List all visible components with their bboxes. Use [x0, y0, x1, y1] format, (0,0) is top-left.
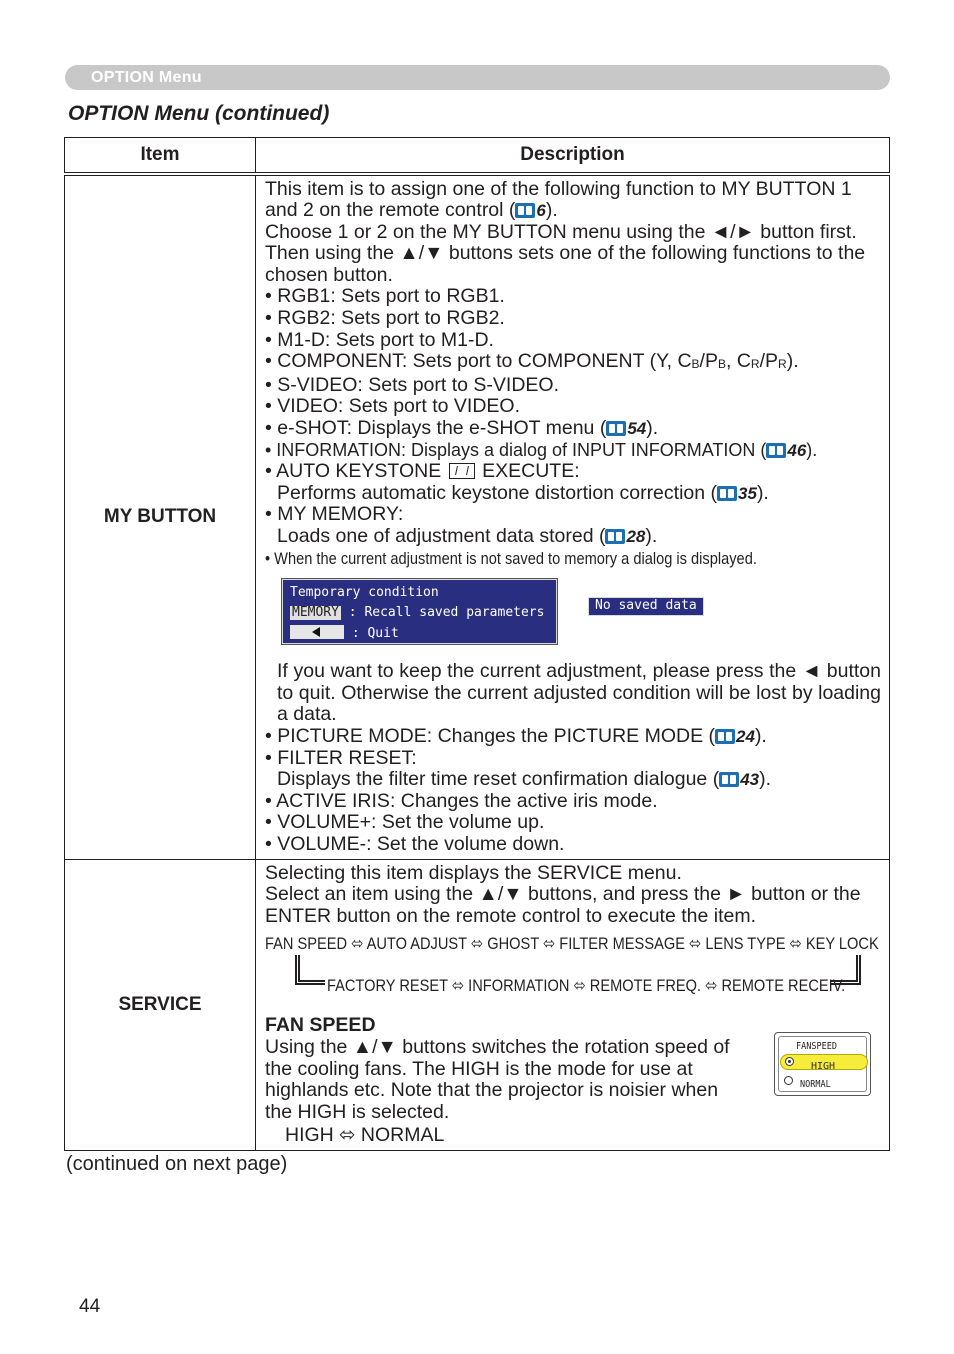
list-item: • RGB1: Sets port to RGB1.	[265, 285, 505, 308]
table-row-service	[65, 859, 890, 1150]
left-arrow-icon	[290, 625, 344, 639]
keep-text: If you want to keep the current adjustment, please press the ◄ button to quit. Otherwise the current adjusted condition will be lost by loading a data.	[277, 660, 881, 726]
page-ref[interactable]: 24	[715, 726, 755, 748]
fan-speed-heading: FAN SPEED	[265, 1014, 376, 1037]
book-icon	[515, 203, 535, 218]
fan-speed-section	[265, 1015, 881, 1147]
item-my-button: MY BUTTON	[65, 174, 256, 860]
fan-osd-normal-option: NORMAL	[800, 1079, 831, 1091]
banner-label: OPTION Menu	[91, 69, 202, 86]
dialog-title: Temporary condition	[290, 585, 439, 601]
list-item-detail: Performs automatic keystone distortion correction ( 35).	[277, 481, 769, 504]
fan-speed-osd	[774, 1032, 871, 1096]
list-item: • ACTIVE IRIS: Changes the active iris mode.	[265, 789, 658, 812]
book-icon	[766, 443, 786, 458]
fan-osd-title: FANSPEED	[796, 1041, 837, 1053]
recall-text: : Recall saved parameters	[348, 605, 545, 621]
fan-speed-options: HIGH ⬄ NORMAL	[285, 1124, 445, 1147]
quit-text: : Quit	[351, 626, 399, 642]
memory-note: • When the current adjustment is not saved to memory a dialog is displayed.	[265, 548, 757, 568]
intro-text: This item is to assign one of the following function to MY BUTTON 1 and 2 on the remote control ( 6).	[265, 177, 852, 222]
return-arrow-right	[831, 955, 861, 985]
flow-row-1: FAN SPEED ⬄ AUTO ADJUST ⬄ GHOST ⬄ FILTER MESSAGE ⬄ LENS TYPE ⬄ KEY LOCK	[265, 934, 879, 954]
return-arrow-left	[295, 955, 325, 985]
page-ref[interactable]: 6	[515, 200, 545, 222]
service-intro: Selecting this item displays the SERVICE menu.	[265, 861, 682, 884]
fan-speed-text: Using the ▲/▼ buttons switches the rotation speed of the cooling fans. The HIGH is the mode for use at highlands etc. Note that the projector is noisier when the HIGH is selected.	[265, 1035, 730, 1123]
continued-note: (continued on next page)	[66, 1153, 288, 1175]
page-ref[interactable]: 43	[719, 769, 759, 791]
book-icon	[606, 421, 626, 436]
list-item: • AUTO KEYSTONE EXECUTE:	[265, 460, 580, 483]
desc-service	[256, 859, 890, 1150]
list-item: • COMPONENT: Sets port to COMPONENT (Y, $C_B/P_B$, $C_R/P_R$).	[265, 350, 799, 373]
book-icon	[719, 772, 739, 787]
col-item-header: Item	[65, 138, 256, 174]
option-menu-table	[64, 137, 890, 1151]
page-ref[interactable]: 54	[606, 418, 646, 440]
list-item: • VOLUME-: Set the volume down.	[265, 832, 565, 855]
choose-text: Choose 1 or 2 on the MY BUTTON menu using the ◄/► button first. Then using the ▲/▼ buttons sets one of the following functions to the chosen button.	[265, 220, 866, 286]
section-banner	[65, 65, 890, 90]
radio-selected-icon	[785, 1057, 794, 1066]
list-item: • RGB2: Sets port to RGB2.	[265, 307, 505, 330]
no-saved-data-dialog: No saved data	[588, 597, 704, 616]
list-item: • PICTURE MODE: Changes the PICTURE MODE ( 24).	[265, 724, 767, 747]
col-desc-header: Description	[256, 138, 890, 174]
table-header-row	[65, 138, 890, 174]
service-menu-flow	[265, 931, 881, 1015]
list-item: • FILTER RESET:	[265, 746, 417, 769]
osd-dialogs	[265, 576, 881, 652]
list-item: • VIDEO: Sets port to VIDEO.	[265, 395, 520, 418]
list-item: • INFORMATION: Displays a dialog of INPUT INFORMATION ( 46).	[265, 439, 818, 460]
memory-key: MEMORY	[292, 605, 339, 621]
keystone-icon	[449, 463, 475, 479]
page-number: 44	[79, 1296, 101, 1317]
book-icon	[715, 729, 735, 744]
page-ref[interactable]: 46	[766, 440, 806, 462]
desc-my-button	[256, 174, 890, 860]
list-item-detail: Loads one of adjustment data stored ( 28).	[277, 525, 658, 547]
temporary-condition-dialog	[282, 579, 557, 644]
page-ref[interactable]: 28	[605, 526, 645, 548]
table-row-my-button	[65, 174, 890, 860]
fan-osd-high-option: HIGH	[780, 1054, 868, 1070]
list-item: • VOLUME+: Set the volume up.	[265, 811, 545, 834]
list-item: • e-SHOT: Displays the e-SHOT menu ( 54).	[265, 417, 659, 440]
list-item: • MY MEMORY:	[265, 503, 404, 526]
list-item: • M1-D: Sets port to M1-D.	[265, 328, 494, 351]
page-title: OPTION Menu (continued)	[68, 102, 330, 125]
service-select: Select an item using the ▲/▼ buttons, and press the ► button or the ENTER button on the remote control to execute the item.	[265, 883, 861, 927]
list-item: • S-VIDEO: Sets port to S-VIDEO.	[265, 373, 559, 396]
item-service: SERVICE	[65, 859, 256, 1150]
list-item-detail: Displays the filter time reset confirmation dialogue ( 43).	[277, 768, 772, 791]
flow-row-2: FACTORY RESET ⬄ INFORMATION ⬄ REMOTE FREQ. ⬄ REMOTE RECEIV.	[327, 976, 846, 996]
book-icon	[717, 486, 737, 501]
page-ref[interactable]: 35	[717, 483, 757, 505]
book-icon	[605, 529, 625, 544]
